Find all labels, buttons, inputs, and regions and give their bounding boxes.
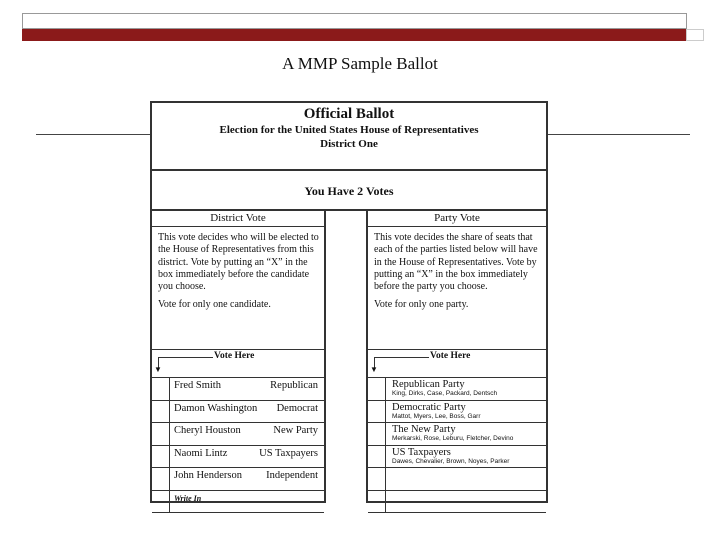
down-arrow-icon: ▼ <box>370 365 378 374</box>
candidate-party: Democrat <box>276 402 318 414</box>
candidate-row <box>152 468 324 491</box>
district-vote-here <box>152 350 324 378</box>
party-vote-column <box>368 211 546 503</box>
district-vote-instruction: Vote for only one candidate. <box>158 299 271 311</box>
party-checkbox[interactable] <box>368 378 386 400</box>
party-row-empty <box>368 468 546 491</box>
candidate-name: Naomi Lintz <box>174 447 228 459</box>
candidate-checkbox[interactable] <box>152 446 170 468</box>
left-rule <box>36 134 150 135</box>
votes-note: You Have 2 Votes <box>152 171 546 211</box>
ballot <box>150 101 548 503</box>
candidate-list <box>152 378 324 513</box>
vote-here-label: Vote Here <box>430 351 471 361</box>
party-row <box>368 446 546 469</box>
down-arrow-icon: ▼ <box>154 365 162 374</box>
candidate-row <box>152 446 324 469</box>
party-members: King, Dirks, Case, Packard, Dentsch <box>392 390 498 397</box>
district-vote-text: This vote decides who will be elected to the House of Representatives from this district. Vote by putting an “X” in the box immediately before the candidate you choose. <box>158 232 319 293</box>
party-checkbox[interactable] <box>368 468 386 490</box>
party-vote-instruction: Vote for only one party. <box>374 299 469 311</box>
party-vote-description <box>368 227 546 350</box>
ballot-header <box>152 103 546 171</box>
party-list <box>368 378 546 513</box>
party-checkbox[interactable] <box>368 423 386 445</box>
party-row <box>368 378 546 401</box>
header-decoration-bar <box>22 29 704 41</box>
candidate-name: Cheryl Houston <box>174 425 241 436</box>
candidate-party: New Party <box>273 425 318 436</box>
write-in-row <box>152 491 324 514</box>
district-vote-column <box>152 211 324 503</box>
ballot-district: District One <box>320 138 378 150</box>
header-decoration-square <box>686 13 704 29</box>
ballot-title: Official Ballot <box>303 106 395 122</box>
candidate-name: Fred Smith <box>174 380 221 391</box>
write-in-checkbox[interactable] <box>152 491 170 513</box>
ballot-election: Election for the United States House of Representatives <box>219 124 479 136</box>
candidate-party: Independent <box>266 470 318 481</box>
party-members: Mattot, Myers, Lee, Boss, Garr <box>392 412 481 420</box>
party-row <box>368 401 546 424</box>
party-row <box>368 423 546 446</box>
candidate-checkbox[interactable] <box>152 378 170 400</box>
right-rule <box>548 134 690 135</box>
district-vote-description <box>152 227 324 350</box>
candidate-row <box>152 378 324 401</box>
candidate-checkbox[interactable] <box>152 423 170 445</box>
district-vote-heading: District Vote <box>152 211 324 227</box>
header-decoration-outline <box>22 13 704 29</box>
party-name: Democratic Party <box>392 401 466 413</box>
party-vote-heading: Party Vote <box>368 211 546 227</box>
header-decoration-square-lower <box>686 29 704 41</box>
candidate-row <box>152 423 324 446</box>
party-name: Republican Party <box>392 379 465 390</box>
candidate-name: John Henderson <box>174 470 242 481</box>
party-row-empty <box>368 491 546 514</box>
candidate-row <box>152 401 324 424</box>
party-members: Merkarski, Rose, Leburu, Fletcher, Devino <box>392 435 514 442</box>
candidate-name: Damon Washington <box>174 402 258 414</box>
party-name: US Taxpayers <box>392 446 451 458</box>
party-checkbox[interactable] <box>368 491 386 513</box>
party-checkbox[interactable] <box>368 446 386 468</box>
party-name: The New Party <box>392 424 456 435</box>
column-gap <box>324 211 368 503</box>
candidate-checkbox[interactable] <box>152 468 170 490</box>
candidate-checkbox[interactable] <box>152 401 170 423</box>
slide-title: A MMP Sample Ballot <box>282 54 438 73</box>
party-members: Dawes, Chevalier, Brown, Noyes, Parker <box>392 457 510 465</box>
party-vote-here <box>368 350 546 378</box>
party-vote-text: This vote decides the share of seats that each of the parties listed below will have in the House of Representatives. Vote by putting an “X” in the box immediately before the party you choose. <box>374 232 538 293</box>
candidate-party: US Taxpayers <box>259 447 318 459</box>
write-in-label[interactable]: Write In <box>174 493 202 503</box>
candidate-party: Republican <box>270 380 318 391</box>
vote-here-label: Vote Here <box>214 351 255 361</box>
party-checkbox[interactable] <box>368 401 386 423</box>
